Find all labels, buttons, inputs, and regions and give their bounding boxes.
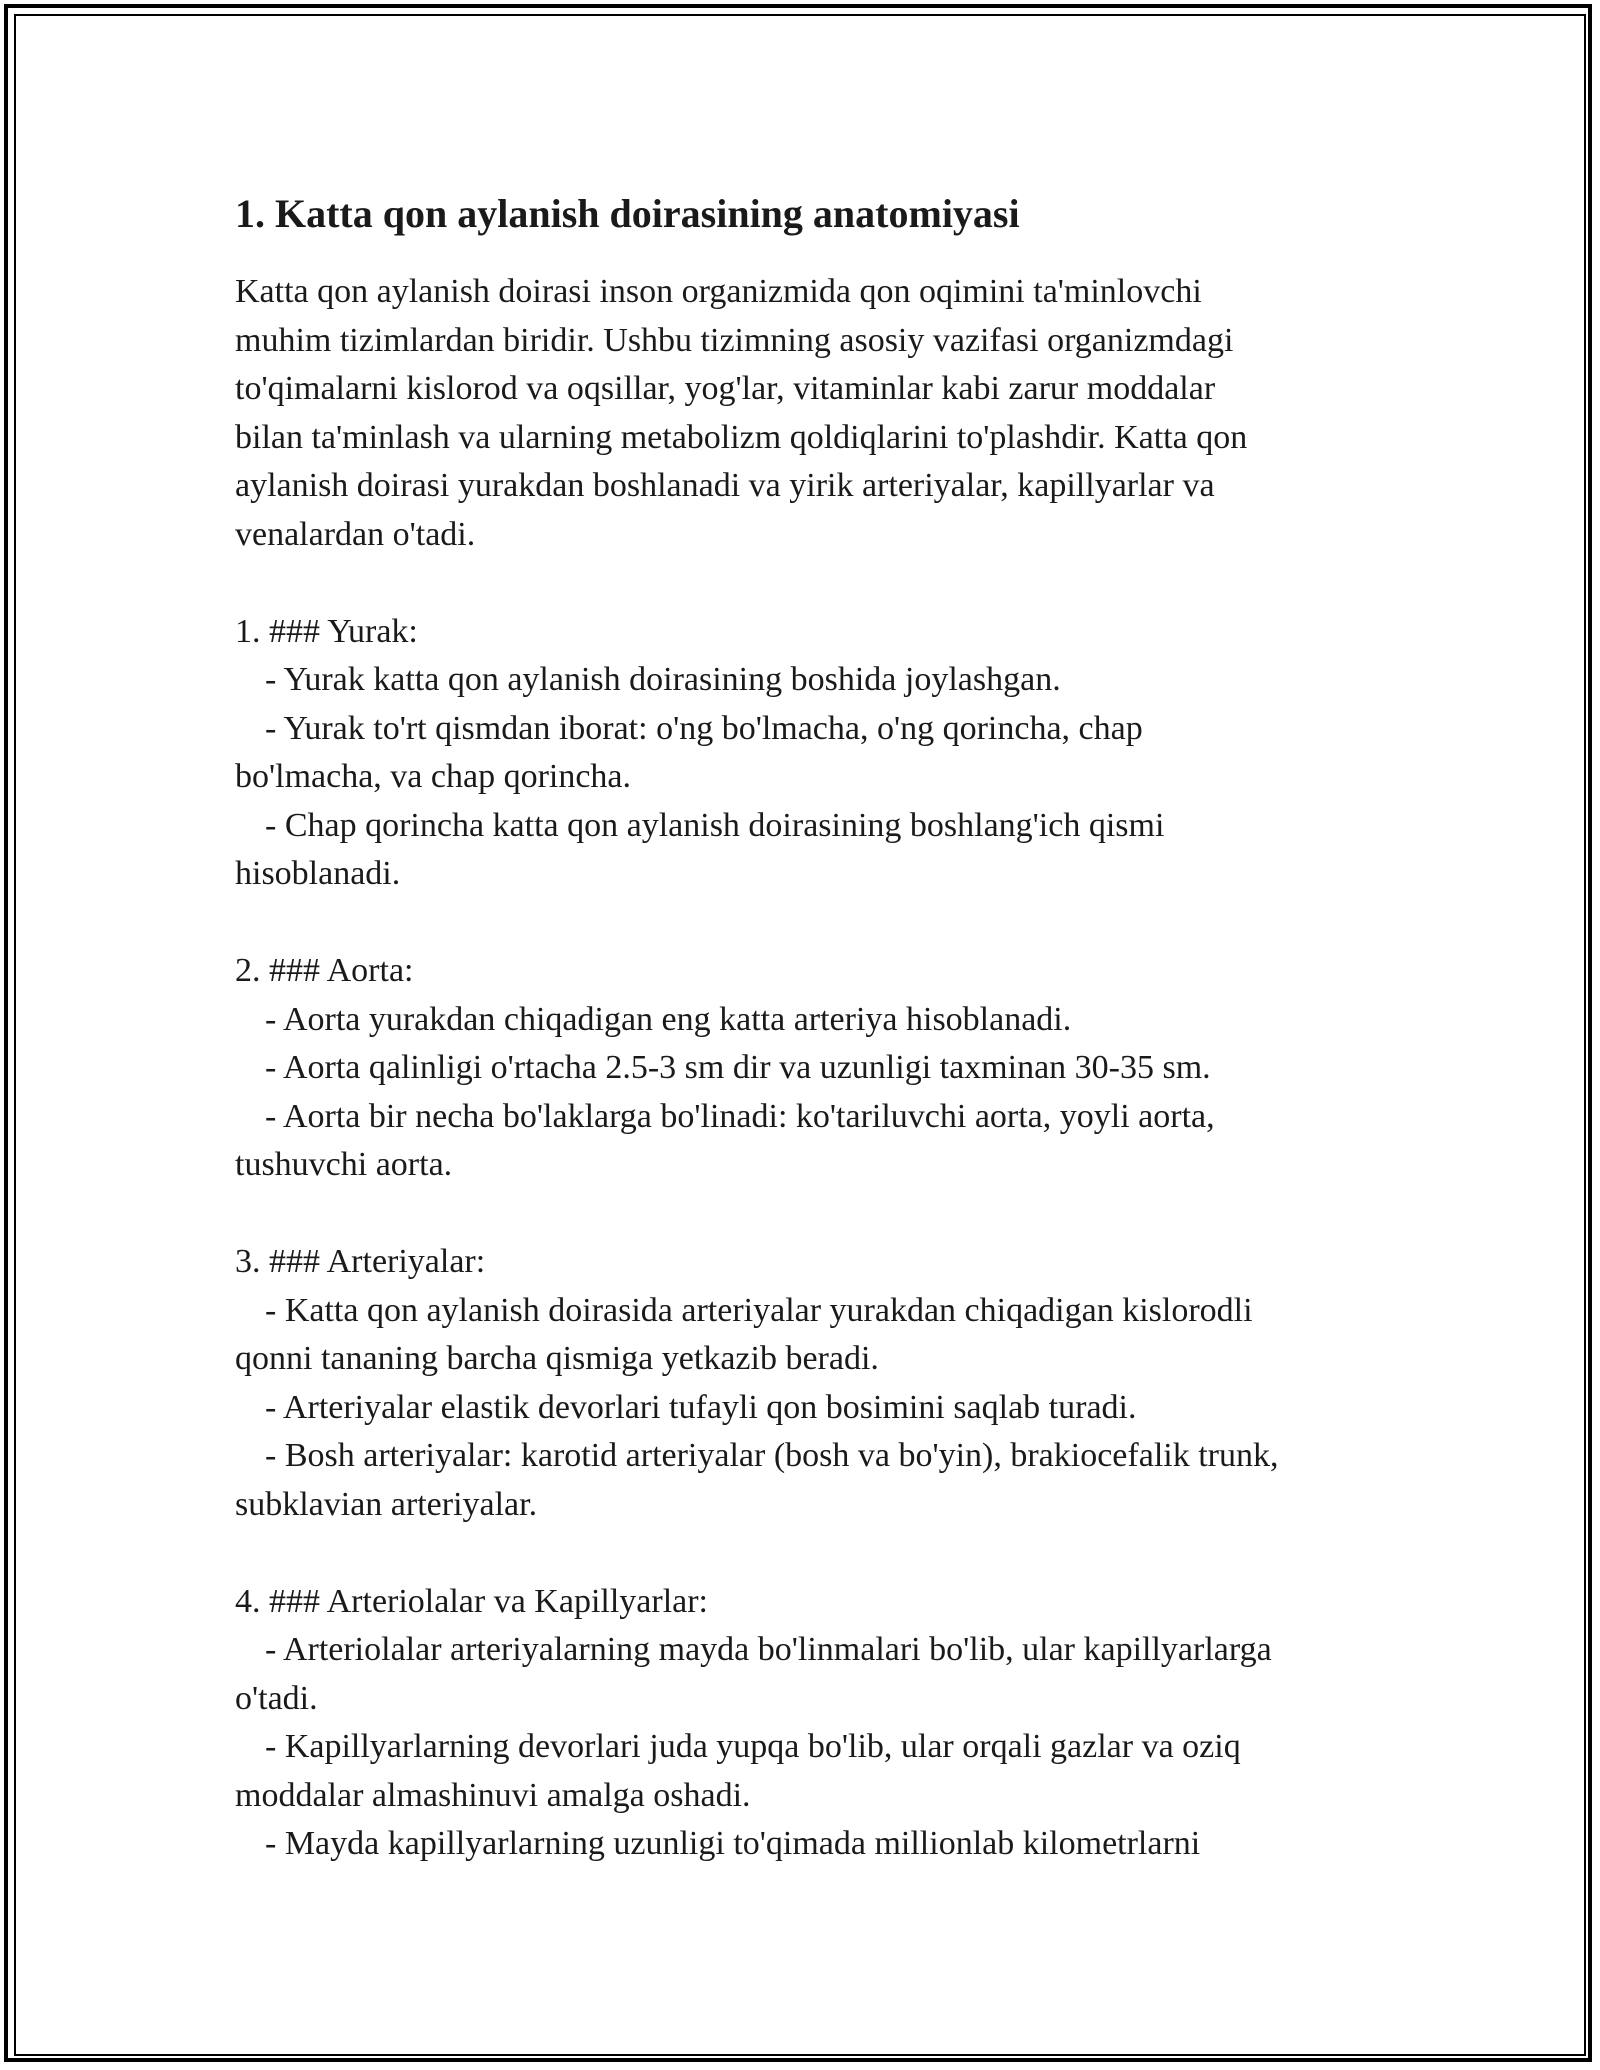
bullet-line: - Kapillyarlarning devorlari juda yupqa bo'lib, ular orqali gazlar va oziq [265, 1728, 1241, 1765]
bullet-line: - Aorta qalinligi o'rtacha 2.5-3 sm dir va uzunligi taxminan 30-35 sm. [265, 1049, 1211, 1086]
bullet-line: - Yurak katta qon aylanish doirasining boshida joylashgan. [265, 661, 1061, 698]
section-yurak [235, 608, 1375, 899]
intro-line: venalardan o'tadi. [235, 515, 476, 553]
section-heading: 4. ### Arteriolalar va Kapillyarlar: [235, 1582, 708, 1620]
document-title: 1. Katta qon aylanish doirasining anatomiyasi [235, 191, 1020, 236]
section-arteriyalar [235, 1238, 1375, 1529]
bullet-line: - Aorta yurakdan chiqadigan eng katta arteriya hisoblanadi. [265, 1000, 1072, 1038]
bullet-line: - Bosh arteriyalar: karotid arteriyalar (bosh va bo'yin), brakiocefalik trunk, [265, 1437, 1279, 1474]
bullet-line: - Aorta bir necha bo'laklarga bo'linadi: ko'tariluvchi aorta, yoyli aorta, [265, 1097, 1215, 1135]
bullet-line: - Arteriolalar arteriyalarning mayda bo'linmalari bo'lib, ular kapillyarlarga [265, 1631, 1272, 1668]
section-heading: 1. ### Yurak: [235, 612, 418, 650]
section-arteriolalar-kapillyarlar [235, 1578, 1375, 1869]
bullet-line: - Arteriyalar elastik devorlari tufayli qon bosimini saqlab turadi. [265, 1388, 1137, 1426]
bullet-continuation: hisoblanadi. [235, 855, 401, 892]
intro-line: Katta qon aylanish doirasi inson organizmida qon oqimini ta'minlovchi [235, 273, 1202, 310]
spacer [235, 1190, 1375, 1239]
section-heading: 2. ### Aorta: [235, 952, 414, 989]
spacer [235, 899, 1375, 948]
bullet-line: - Chap qorincha katta qon aylanish doirasining boshlang'ich qismi [265, 806, 1165, 844]
document-body [235, 188, 1375, 1869]
bullet-line: - Mayda kapillyarlarning uzunligi to'qimada millionlab kilometrlarni [265, 1825, 1201, 1862]
intro-line: muhim tizimlardan biridir. Ushbu tizimning asosiy vazifasi organizmdagi [235, 321, 1234, 359]
spacer [235, 559, 1375, 608]
intro-paragraph [235, 268, 1375, 559]
section-aorta [235, 947, 1375, 1190]
bullet-line: - Yurak to'rt qismdan iborat: o'ng bo'lmacha, o'ng qorincha, chap [265, 709, 1143, 747]
bullet-continuation: qonni tananing barcha qismiga yetkazib beradi. [235, 1340, 879, 1377]
intro-line: to'qimalarni kislorod va oqsillar, yog'lar, vitaminlar kabi zarur moddalar [235, 370, 1216, 407]
intro-line: aylanish doirasi yurakdan boshlanadi va yirik arteriyalar, kapillyarlar va [235, 467, 1215, 504]
bullet-continuation: moddalar almashinuvi amalga oshadi. [235, 1776, 751, 1814]
section-heading: 3. ### Arteriyalar: [235, 1243, 486, 1280]
bullet-continuation: subklavian arteriyalar. [235, 1485, 538, 1523]
intro-line: bilan ta'minlash va ularning metabolizm qoldiqlarini to'plashdir. Katta qon [235, 418, 1248, 456]
bullet-continuation: tushuvchi aorta. [235, 1146, 453, 1183]
bullet-continuation: o'tadi. [235, 1679, 318, 1717]
bullet-continuation: bo'lmacha, va chap qorincha. [235, 758, 632, 795]
spacer [235, 1529, 1375, 1578]
bullet-line: - Katta qon aylanish doirasida arteriyalar yurakdan chiqadigan kislorodli [265, 1291, 1253, 1329]
